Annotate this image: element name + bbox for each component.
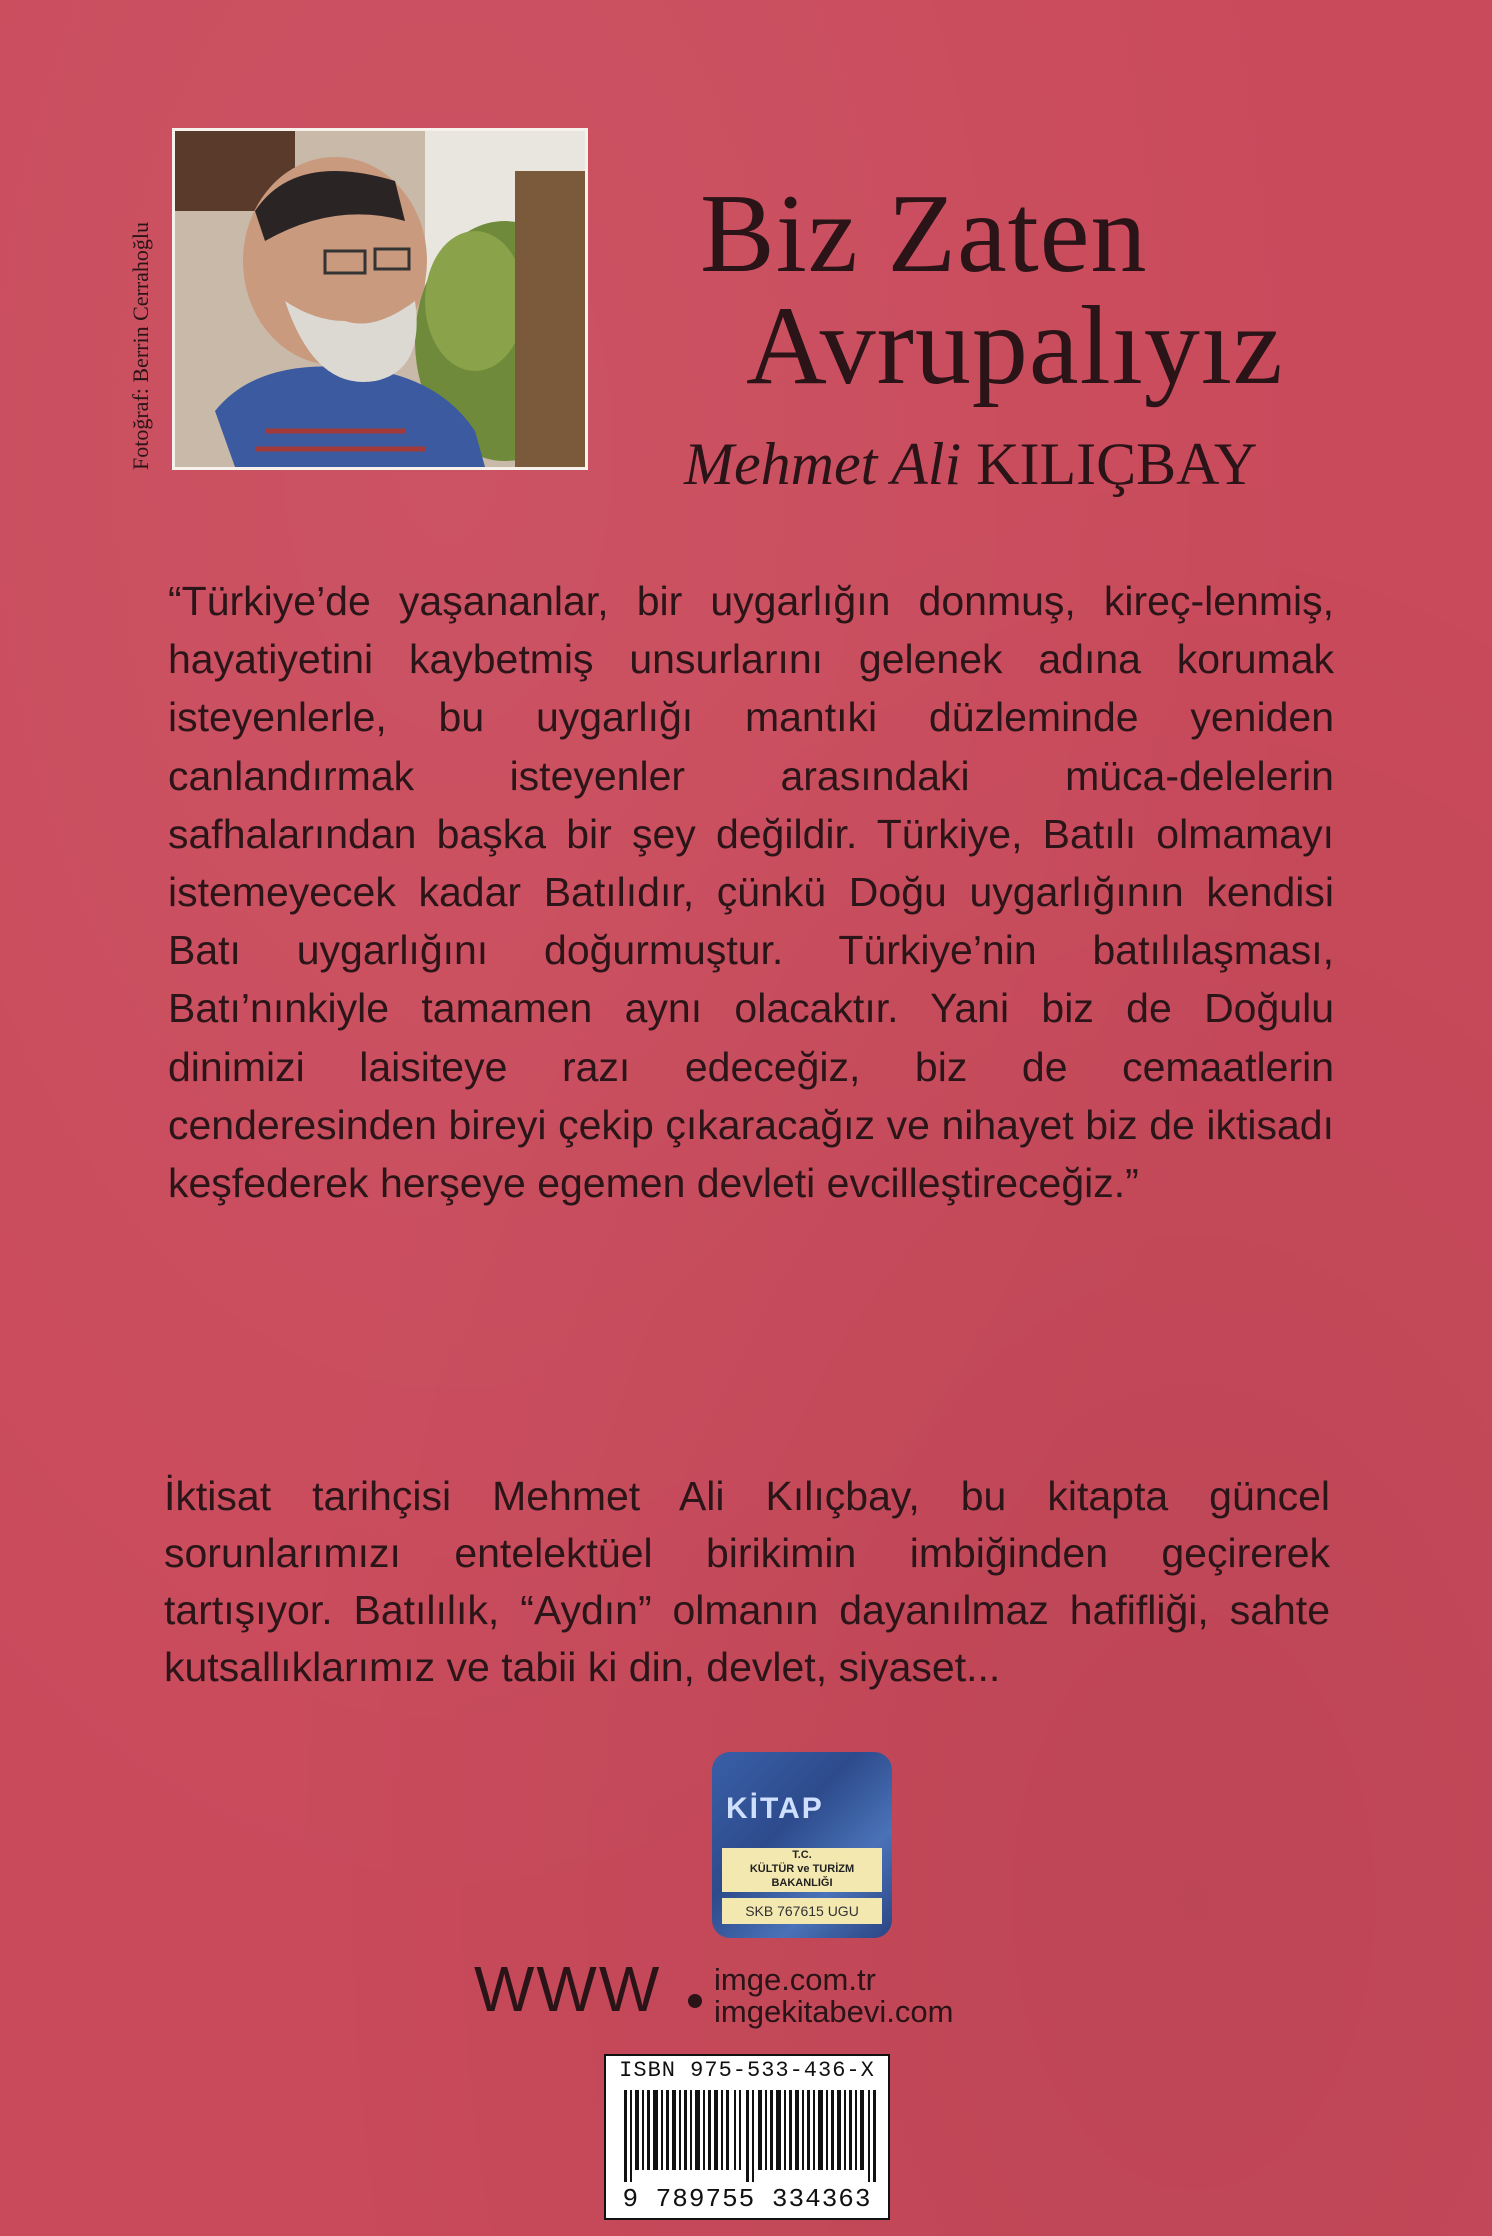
title-line-2: Avrupalıyız bbox=[746, 284, 1284, 408]
book-title bbox=[700, 172, 1400, 408]
title-line-1: Biz Zaten bbox=[700, 172, 1148, 296]
bullet-dot-icon bbox=[688, 1994, 702, 2008]
barcode-digits: 9 789755 334363 bbox=[622, 2184, 872, 2214]
sticker-band bbox=[722, 1848, 882, 1892]
www-label: WWW bbox=[474, 1953, 662, 2025]
sticker-logo: KİTAP bbox=[726, 1792, 824, 1825]
sticker-code: SKB 767615 UGU bbox=[722, 1898, 882, 1924]
author-photo bbox=[172, 128, 588, 470]
isbn-text: ISBN 975-533-436-X bbox=[619, 2058, 875, 2083]
quote-paragraph: “Türkiye’de yaşananlar, bir uygarlığın donmuş, kireç-lenmiş, hayatiyetini kaybetmiş unsurlarını gelenek adına korumak isteyenlerle, bu uygarlığı mantıki düzleminde yeniden canlandırmak isteyenler arasındaki müca-delelerin safhalarından başka bir şey değildir. Türkiye, Batılı olmamayı istemeyecek kadar Batılıdır, çünkü Doğu uygarlığının kendisi Batı uygarlığını doğurmuştur. Türkiye’nin batılılaşması, Batı’nınkiyle tamamen aynı olacaktır. Yani biz de Doğulu dinimizi laisiteye razı edeceğiz, biz de cemaatlerin cenderesinden bireyi çekip çıkaracağız ve nihayet biz de iktisadı keşfederek herşeye egemen devleti evcilleştireceğiz.” bbox=[168, 578, 1334, 1207]
sticker-ministry: KÜLTÜR ve TURİZM BAKANLIĞI bbox=[749, 1863, 855, 1889]
author-last-name: KILIÇBAY bbox=[976, 431, 1258, 497]
author-name bbox=[684, 430, 1257, 499]
photo-credit: Fotoğraf: Berrin Cerrahoğlu bbox=[128, 221, 153, 470]
description-paragraph: İktisat tarihçisi Mehmet Ali Kılıçbay, bu kitapta güncel sorunlarımızı entelektüel birikimin imbiğinden geçirerek tartışıyor. Batılılık, “Aydın” olmanın dayanılmaz hafifliği, sahte kutsallıklarımız ve tabii ki din, devlet, siyaset... bbox=[164, 1473, 1330, 1690]
website-link-imgekitabevi[interactable]: imgekitabevi.com bbox=[714, 1994, 954, 2029]
isbn-barcode bbox=[604, 2054, 890, 2220]
sticker-tc: T.C. bbox=[792, 1849, 812, 1861]
website-link-imge[interactable]: imge.com.tr bbox=[714, 1962, 876, 1997]
ministry-hologram-sticker bbox=[712, 1752, 892, 1938]
barcode-bars-icon bbox=[624, 2090, 876, 2182]
author-first-name: Mehmet Ali bbox=[684, 431, 962, 497]
